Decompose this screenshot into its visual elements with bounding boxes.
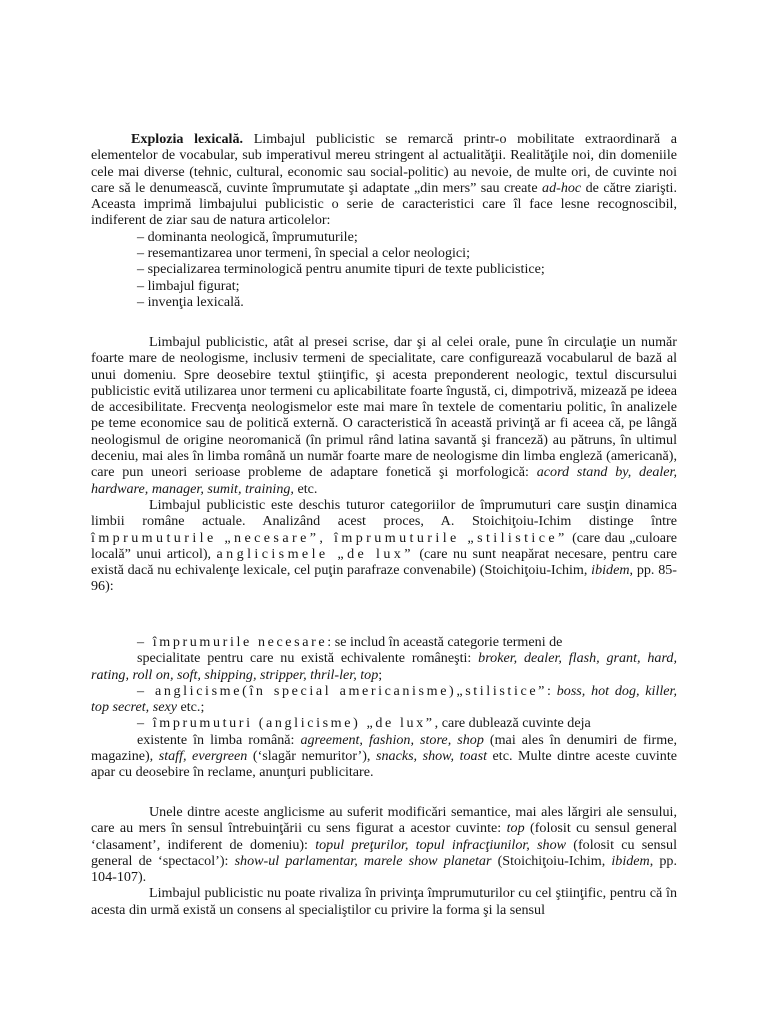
borrowings-paragraph: Limbajul publicistic este deschis tuturor categoriilor de împrumuturi care susţin dinamica limbii române actuale. Analizând acest proces, A. Stoichiţoiu-Ichim distinge între împrumuturile „necesare”, împrumuturile „stilistice” (care dau „culoare locală” unui articol), anglicismele „de lux” (care nu sunt neapărat necesare, pentru care există dacă nu echivalenţe lexicale, cel puţin parafraze convenabile) (Stoichiţoiu-Ichim, ibidem, pp. 85-96):	[91, 496, 678, 595]
section-semantic-changes	[91, 804, 677, 918]
category-necesare: – împrumurile necesare: se includ în această categorie termeni de	[137, 634, 563, 650]
characteristics-list	[91, 229, 677, 310]
section-title: Explozia lexicală.	[131, 131, 244, 147]
list-item: – invenţia lexicală.	[137, 293, 244, 310]
category-stilistice: – anglicisme(în special americanisme)„stilistice”: boss, hot dog, killer, top secret, sexy etc.;	[91, 682, 677, 716]
category-de-lux-cont: existente în limba română: agreement, fashion, store, shop (mai ales în denumiri de firme, magazine), staff, evergreen (‘slagăr nemuritor’), snacks, show, toast etc. Multe dintre aceste cuvinte apar cu deosebire în reclame, anunţuri publicitare.	[91, 731, 678, 781]
category-necesare-cont: specialitate pentru care nu există echivalente româneşti: broker, dealer, flash, grant, hard, rating, roll on, soft, shipping, stripper, thril-ler, top;	[91, 650, 677, 683]
intro-paragraph: Explozia lexicală. Limbajul publicistic se remarcă printr-o mobilitate extraordinară a elementelor de vocabular, sub imperativul mereu stringent al actualităţii. Realităţile noi, din domeniile cele mai diverse (tehnic, cultural, economic sau social-politic) au nevoie, de multe ori, de cuvinte noi care să le denumească, cuvinte împrumutate şi adaptate „din mers” sau create ad-hoc de către ziarişti. Aceasta imprimă limbajului publicistic o serie de caracteristici care îl face lesne recognoscibil, indiferent de ziar sau de natura articolelor:	[91, 131, 677, 229]
list-item: – specializarea terminologică pentru anumite tipuri de texte publicistice;	[137, 261, 545, 278]
list-item: – dominanta neologică, împrumuturile;	[137, 228, 358, 245]
semantic-paragraph: Unele dintre aceste anglicisme au suferit modificări semantice, mai ales lărgiri ale sensului, care au mers în sensul întrebuinţării cu sens figurat a acestor cuvinte: top (folosit cu sensul general ‘clasament’, indiferent de domeniu): topul preţurilor, topul infracţiunilor, show (folosit cu sensul general de ‘spectacol’): show-ul parlamentar, marele show planetar (Stoichiţoiu-Ichim, ibidem, pp. 104-107).	[91, 804, 677, 886]
list-item: – resemantizarea unor termeni, în special a celor neologici;	[137, 245, 471, 262]
section-explozia-lexicala	[91, 131, 677, 310]
comparison-paragraph: Limbajul publicistic nu poate rivaliza în privinţa împrumuturilor cu cel ştiinţific, pentru că în acesta din urmă există un consens al specialiştilor cu privire la forma şi la sensul	[91, 885, 677, 918]
category-de-lux: – împrumuturi (anglicisme) „de lux”, care dublează cuvinte deja	[137, 715, 591, 732]
neologism-paragraph: Limbajul publicistic, atât al presei scrise, dar şi al celei orale, pune în circulaţie un număr foarte mare de neologisme, inclusiv termeni de specialitate, care configurează vocabularul de bază al unui domeniu. Spre deosebire textul ştiinţific, şi acesta preponderent neologic, textul discursului publicistic evită utilizarea unor termeni cu aplicabilitate foarte îngustă, ci, dimpotrivă, mizează pe ideea de accesibilitate. Frecvenţa neologismelor este mai mare în textele de comentariu politic, în analizele pe teme economice sau de politică externă. O caracteristică în această privinţă ar fi aceea că, pe lângă neologismul de origine neoromanică (în primul rând latina savantă şi franceză) au pătruns, în ultimul deceniu, mai ales în limba română un număr foarte mare de neologisme din limba engleză (americană), care pun uneori serioase probleme de adaptare fonetică şi morfologică: acord stand by, dealer, hardware, manager, sumit, training, etc.	[91, 334, 677, 497]
section-neologisms	[91, 334, 677, 595]
list-item: – limbajul figurat;	[137, 277, 240, 294]
borrowing-categories	[91, 634, 677, 781]
